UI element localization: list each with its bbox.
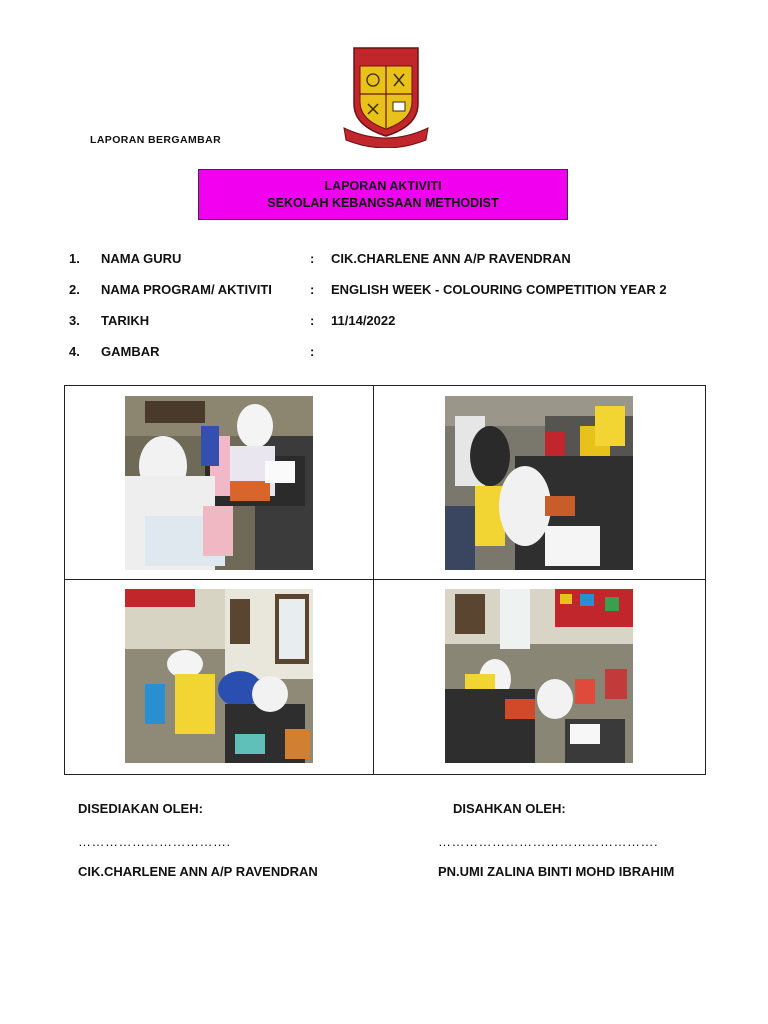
grid-divider bbox=[65, 579, 705, 580]
info-number: 4. bbox=[69, 344, 80, 359]
grid-divider bbox=[373, 386, 374, 774]
info-colon: : bbox=[310, 313, 315, 328]
activity-photo-2 bbox=[445, 396, 633, 570]
info-label: NAMA GURU bbox=[101, 251, 182, 266]
title-box bbox=[198, 169, 568, 220]
approved-by-heading: DISAHKAN OLEH: bbox=[453, 801, 566, 816]
info-number: 2. bbox=[69, 282, 80, 297]
photo-grid bbox=[64, 385, 706, 775]
info-value: CIK.CHARLENE ANN A/P RAVENDRAN bbox=[331, 251, 571, 266]
info-row-date bbox=[69, 313, 729, 329]
info-row-teacher bbox=[69, 251, 729, 267]
info-label: NAMA PROGRAM/ AKTIVITI bbox=[101, 282, 272, 297]
school-crest bbox=[340, 44, 432, 148]
activity-photo-3 bbox=[125, 589, 313, 763]
info-colon: : bbox=[310, 344, 315, 359]
info-value: 11/14/2022 bbox=[331, 313, 396, 328]
prepared-by-heading: DISEDIAKAN OLEH: bbox=[78, 801, 203, 816]
info-value: ENGLISH WEEK - COLOURING COMPETITION YEAR 2 bbox=[331, 282, 667, 297]
title-line-2: SEKOLAH KEBANGSAAN METHODIST bbox=[267, 196, 499, 210]
activity-photo-1 bbox=[125, 396, 313, 570]
approved-by-name: PN.UMI ZALINA BINTI MOHD IBRAHIM bbox=[438, 864, 675, 879]
activity-photo-4 bbox=[445, 589, 633, 763]
info-row-program bbox=[69, 282, 729, 298]
title-line-1: LAPORAN AKTIVITI bbox=[324, 179, 442, 193]
info-label: GAMBAR bbox=[101, 344, 160, 359]
info-row-pictures bbox=[69, 344, 729, 360]
info-number: 3. bbox=[69, 313, 80, 328]
approved-by-signature-line: …………………………………………. bbox=[438, 834, 659, 849]
info-colon: : bbox=[310, 282, 315, 297]
report-tag: LAPORAN BERGAMBAR bbox=[90, 134, 222, 146]
info-colon: : bbox=[310, 251, 315, 266]
prepared-by-name: CIK.CHARLENE ANN A/P RAVENDRAN bbox=[78, 864, 318, 879]
info-number: 1. bbox=[69, 251, 80, 266]
prepared-by-signature-line: ……………………………. bbox=[78, 834, 231, 849]
info-label: TARIKH bbox=[101, 313, 150, 328]
